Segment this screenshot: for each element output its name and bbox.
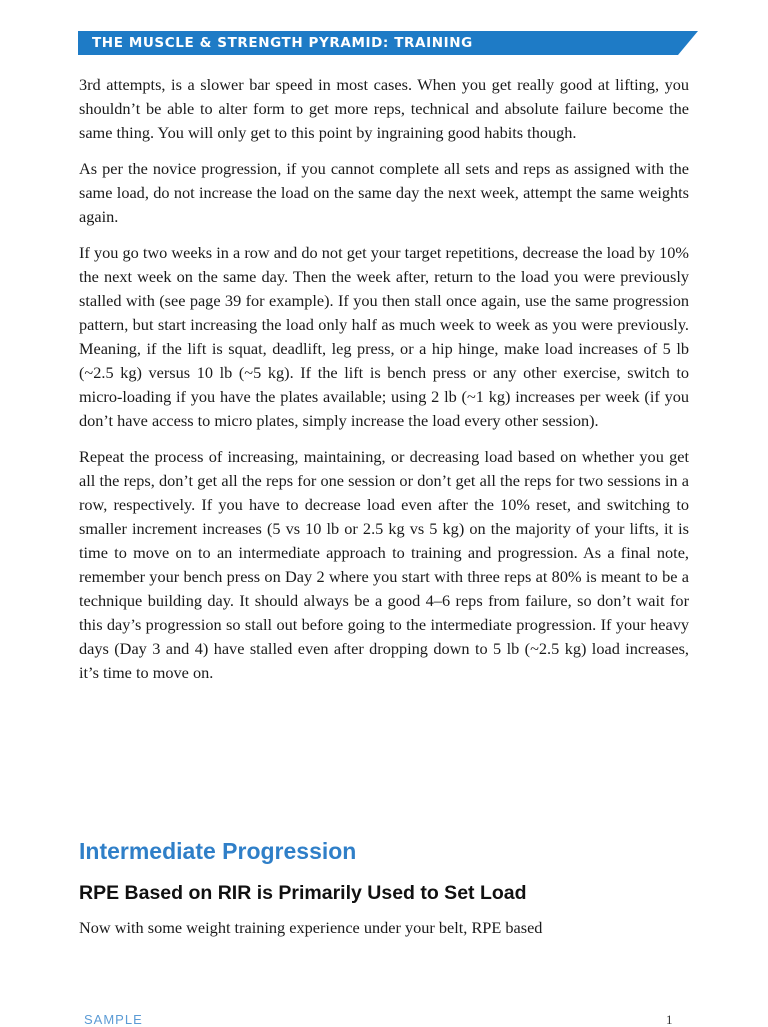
footer-page-number: 1 [666,1012,673,1027]
body-text [79,73,689,697]
paragraph: If you go two weeks in a row and do not get your target repetitions, decrease the load by 10% the next week on the same day. Then the week after, return to the load you were previously stalled with (see page 39 for example). If you then stall once again, use the same progression pattern, but start increasing the load only half as much week to week as you were previously. Meaning, if the lift is squat, deadlift, leg press, or a hip hinge, make load increases of 5 lb (~2.5 kg) versus 10 lb (~5 kg). If the lift is bench press or any other exercise, switch to micro-loading if you have the plates available; using 2 lb (~1 kg) increases per week (if you don’t have access to micro plates, simply increase the load every other session). [79,243,689,430]
paragraph: As per the novice progression, if you cannot complete all sets and reps as assigned with the same load, do not increase the load on the same day the next week, attempt the same weights again. [79,159,689,226]
paragraph: 3rd attempts, is a slower bar speed in most cases. When you get really good at lifting, you shouldn’t be able to alter form to get more reps, technical and absolute failure become the same thing. You will only get to this point by ingraining good habits though. [79,75,689,142]
paragraph: Repeat the process of increasing, maintaining, or decreasing load based on whether you get all the reps, don’t get all the reps for one session or don’t get all the reps for two sessions in a row, respectively. If you have to decrease load even after the 10% reset, and switching to smaller increment increases (5 vs 10 lb or 2.5 kg vs 5 kg) on the majority of your lifts, it is time to move on to an intermediate approach to training and progression. As a final note, remember your bench press on Day 2 where you start with three reps at 80% is meant to be a technique building day. It should always be a good 4–6 reps from failure, so don’t wait for this day’s progression so stall out before going to the intermediate progression. If your heavy days (Day 3 and 4) have stalled even after dropping down to 5 lb (~2.5 kg) load increases, it’s time to move on. [79,447,689,682]
section-subheading: RPE Based on RIR is Primarily Used to Set Load [79,882,527,904]
section-heading: Intermediate Progression [79,838,357,864]
footer-label: SAMPLE [84,1012,143,1027]
section-lead-paragraph: Now with some weight training experience under your belt, RPE based [79,918,543,937]
header-title: THE MUSCLE & STRENGTH PYRAMID: TRAINING [92,35,473,51]
